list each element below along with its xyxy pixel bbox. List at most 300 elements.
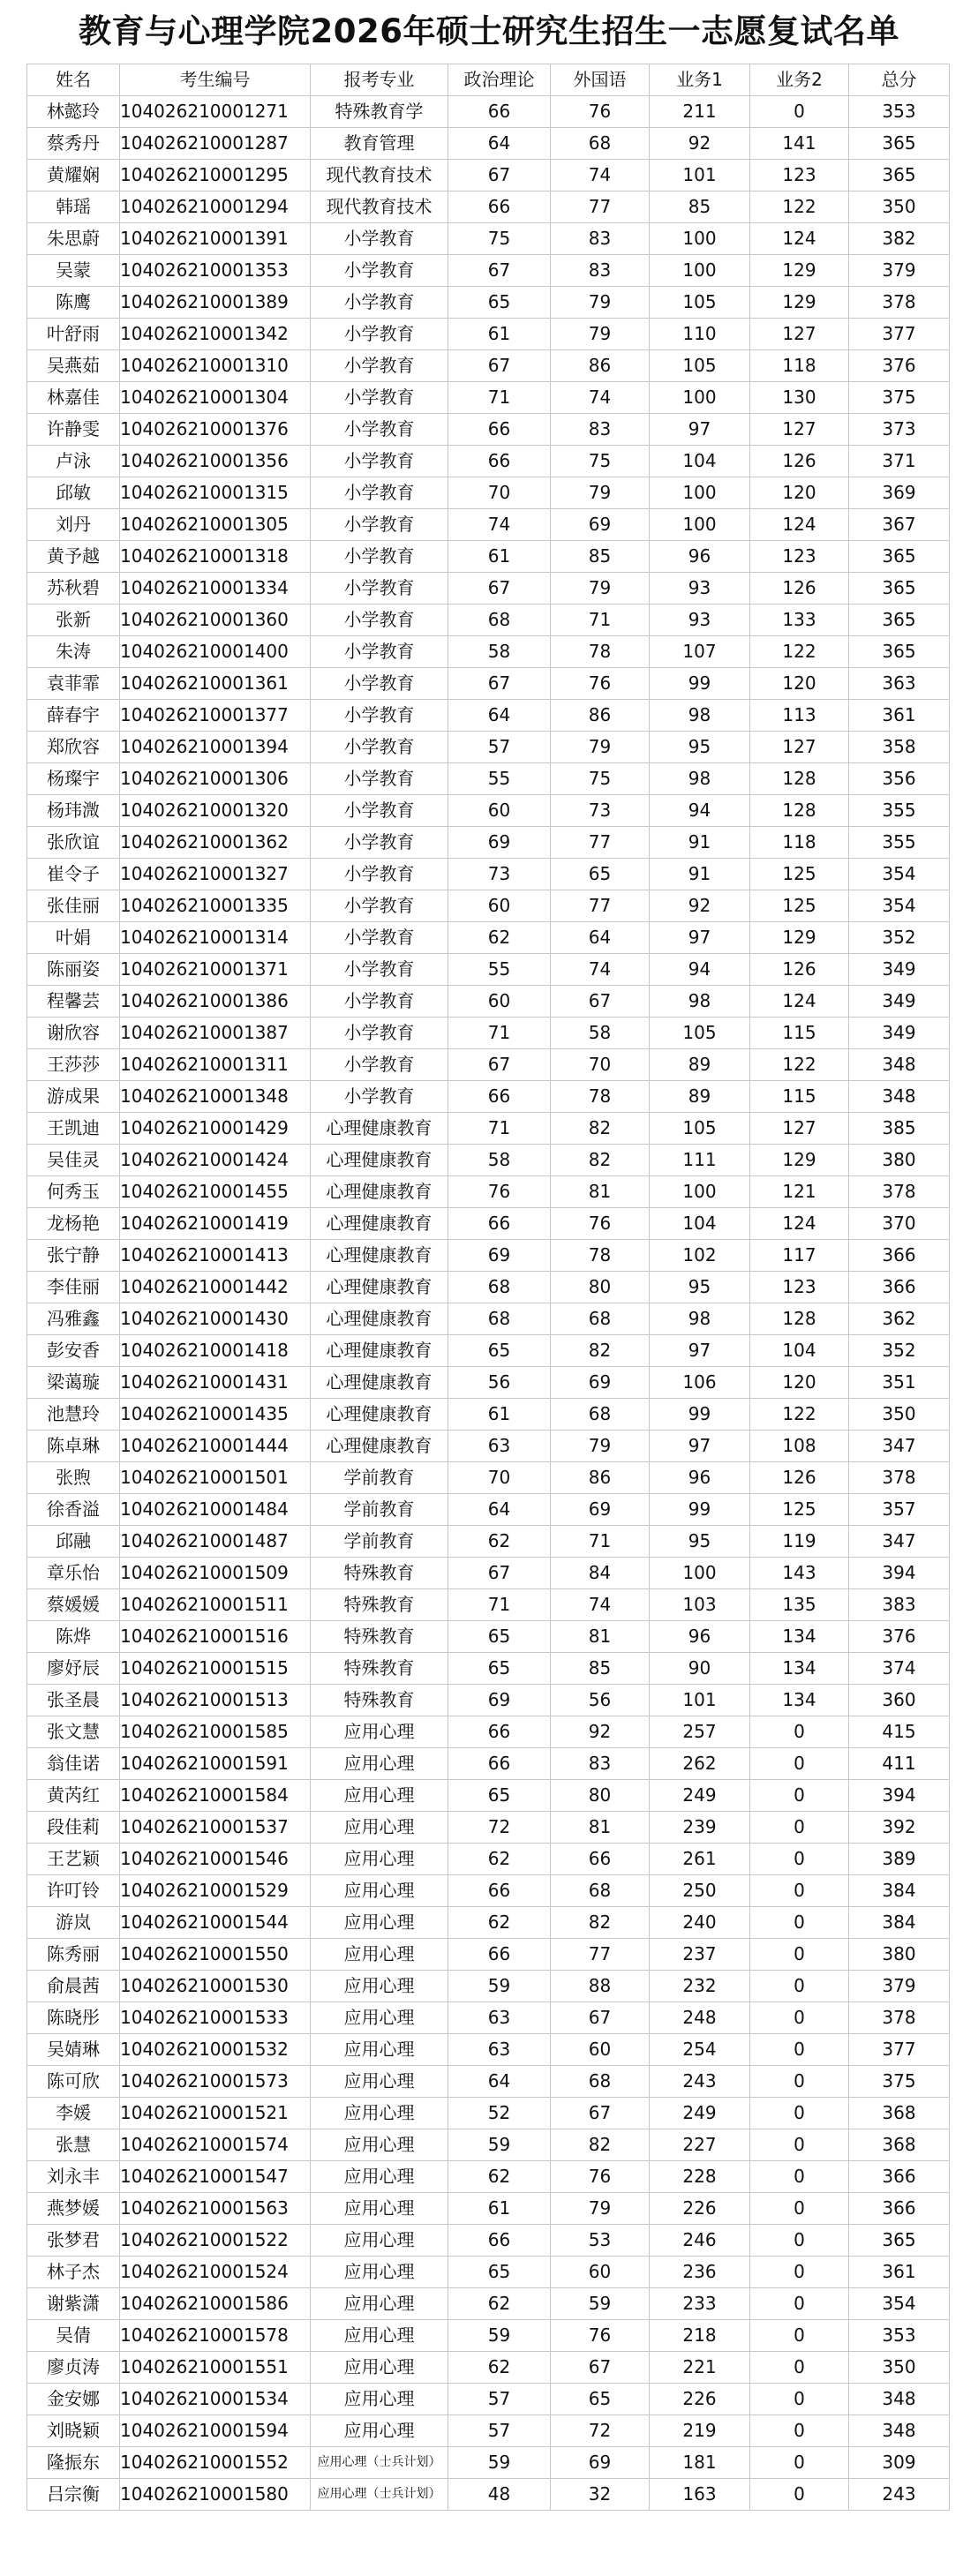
- table-row: [27, 1907, 950, 1939]
- subject-1-cell: 101: [650, 1685, 750, 1716]
- table-row: [27, 1812, 950, 1844]
- subject-1-cell: 239: [650, 1812, 750, 1844]
- table-row: [27, 1558, 950, 1589]
- name-cell: 吴燕茹: [27, 350, 120, 382]
- total-cell: 383: [849, 1589, 950, 1621]
- table-row: [27, 795, 950, 827]
- table-row: [27, 223, 950, 255]
- foreign-language-cell: 53: [551, 2225, 650, 2257]
- politics-cell: 58: [448, 1145, 551, 1176]
- name-cell: 杨璨宇: [27, 763, 120, 795]
- name-cell: 张佳丽: [27, 890, 120, 922]
- foreign-language-cell: 82: [551, 1335, 650, 1367]
- exam-id-cell: 104026210001580: [120, 2479, 311, 2511]
- name-cell: 卢泳: [27, 446, 120, 477]
- subject-2-cell: 0: [750, 1875, 849, 1907]
- total-cell: 243: [849, 2479, 950, 2511]
- politics-cell: 64: [448, 2066, 551, 2098]
- subject-1-cell: 226: [650, 2193, 750, 2225]
- foreign-language-cell: 69: [551, 2447, 650, 2479]
- table-row: [27, 1367, 950, 1399]
- foreign-language-cell: 78: [551, 636, 650, 668]
- name-cell: 叶娟: [27, 922, 120, 954]
- foreign-language-cell: 68: [551, 1303, 650, 1335]
- subject-1-cell: 228: [650, 2161, 750, 2193]
- name-cell: 吴蒙: [27, 255, 120, 287]
- name-cell: 谢紫潇: [27, 2288, 120, 2320]
- subject-2-cell: 141: [750, 128, 849, 160]
- total-cell: 347: [849, 1526, 950, 1558]
- foreign-language-cell: 67: [551, 986, 650, 1018]
- name-cell: 王艺颖: [27, 1844, 120, 1875]
- politics-cell: 67: [448, 573, 551, 605]
- table-row: [27, 1018, 950, 1049]
- total-cell: 360: [849, 1685, 950, 1716]
- page-title: 教育与心理学院2026年硕士研究生招生一志愿复试名单: [79, 12, 899, 50]
- subject-2-cell: 115: [750, 1018, 849, 1049]
- major-cell: 应用心理（士兵计划）: [311, 2447, 448, 2479]
- exam-id-cell: 104026210001537: [120, 1812, 311, 1844]
- name-cell: 燕梦媛: [27, 2193, 120, 2225]
- foreign-language-cell: 82: [551, 1113, 650, 1145]
- table-row: [27, 700, 950, 732]
- politics-cell: 66: [448, 414, 551, 446]
- subject-1-cell: 89: [650, 1081, 750, 1113]
- total-cell: 379: [849, 255, 950, 287]
- exam-id-cell: 104026210001563: [120, 2193, 311, 2225]
- exam-id-cell: 104026210001551: [120, 2352, 311, 2384]
- major-cell: 小学教育: [311, 319, 448, 350]
- exam-id-cell: 104026210001342: [120, 319, 311, 350]
- major-cell: 心理健康教育: [311, 1335, 448, 1367]
- politics-cell: 60: [448, 890, 551, 922]
- subject-2-cell: 134: [750, 1621, 849, 1653]
- name-cell: 吕宗衡: [27, 2479, 120, 2511]
- exam-id-cell: 104026210001348: [120, 1081, 311, 1113]
- total-cell: 375: [849, 382, 950, 414]
- subject-2-cell: 128: [750, 763, 849, 795]
- table-row: [27, 350, 950, 382]
- major-cell: 学前教育: [311, 1462, 448, 1494]
- subject-2-cell: 0: [750, 1716, 849, 1748]
- total-cell: 365: [849, 2225, 950, 2257]
- subject-2-cell: 128: [750, 1303, 849, 1335]
- subject-1-cell: 96: [650, 1462, 750, 1494]
- table-row: [27, 2161, 950, 2193]
- politics-cell: 69: [448, 1685, 551, 1716]
- table-row: [27, 2384, 950, 2415]
- politics-cell: 66: [448, 1875, 551, 1907]
- politics-cell: 67: [448, 1049, 551, 1081]
- subject-1-cell: 250: [650, 1875, 750, 1907]
- exam-id-cell: 104026210001400: [120, 636, 311, 668]
- name-cell: 蔡秀丹: [27, 128, 120, 160]
- header-exam-id: 考生编号: [120, 64, 311, 96]
- subject-1-cell: 103: [650, 1589, 750, 1621]
- total-cell: 377: [849, 319, 950, 350]
- table-row: [27, 2098, 950, 2129]
- politics-cell: 66: [448, 1748, 551, 1780]
- name-cell: 张欣谊: [27, 827, 120, 859]
- subject-1-cell: 243: [650, 2066, 750, 2098]
- foreign-language-cell: 60: [551, 2257, 650, 2288]
- subject-2-cell: 0: [750, 2066, 849, 2098]
- subject-2-cell: 0: [750, 1812, 849, 1844]
- subject-1-cell: 163: [650, 2479, 750, 2511]
- major-cell: 小学教育: [311, 827, 448, 859]
- total-cell: 357: [849, 1494, 950, 1526]
- major-cell: 教育管理: [311, 128, 448, 160]
- subject-1-cell: 104: [650, 446, 750, 477]
- major-cell: 小学教育: [311, 223, 448, 255]
- name-cell: 刘丹: [27, 509, 120, 541]
- exam-id-cell: 104026210001360: [120, 605, 311, 636]
- table-body: [27, 96, 950, 2511]
- major-cell: 心理健康教育: [311, 1113, 448, 1145]
- subject-2-cell: 124: [750, 223, 849, 255]
- politics-cell: 72: [448, 1812, 551, 1844]
- total-cell: 394: [849, 1558, 950, 1589]
- total-cell: 376: [849, 1621, 950, 1653]
- politics-cell: 66: [448, 2225, 551, 2257]
- politics-cell: 73: [448, 859, 551, 890]
- exam-id-cell: 104026210001377: [120, 700, 311, 732]
- subject-2-cell: 120: [750, 477, 849, 509]
- major-cell: 特殊教育: [311, 1653, 448, 1685]
- exam-id-cell: 104026210001487: [120, 1526, 311, 1558]
- foreign-language-cell: 65: [551, 859, 650, 890]
- foreign-language-cell: 79: [551, 1431, 650, 1462]
- subject-1-cell: 219: [650, 2415, 750, 2447]
- table-row: [27, 1494, 950, 1526]
- total-cell: 376: [849, 350, 950, 382]
- subject-1-cell: 232: [650, 1971, 750, 2002]
- total-cell: 384: [849, 1907, 950, 1939]
- exam-id-cell: 104026210001524: [120, 2257, 311, 2288]
- subject-1-cell: 85: [650, 192, 750, 223]
- table-row: [27, 1049, 950, 1081]
- subject-2-cell: 126: [750, 573, 849, 605]
- exam-id-cell: 104026210001594: [120, 2415, 311, 2447]
- name-cell: 薛春宇: [27, 700, 120, 732]
- major-cell: 小学教育: [311, 287, 448, 319]
- foreign-language-cell: 77: [551, 192, 650, 223]
- foreign-language-cell: 32: [551, 2479, 650, 2511]
- table-row: [27, 1748, 950, 1780]
- name-cell: 冯雅鑫: [27, 1303, 120, 1335]
- foreign-language-cell: 77: [551, 827, 650, 859]
- total-cell: 350: [849, 2352, 950, 2384]
- politics-cell: 66: [448, 1716, 551, 1748]
- politics-cell: 65: [448, 287, 551, 319]
- politics-cell: 65: [448, 1653, 551, 1685]
- subject-2-cell: 0: [750, 2415, 849, 2447]
- exam-id-cell: 104026210001371: [120, 954, 311, 986]
- foreign-language-cell: 66: [551, 1844, 650, 1875]
- major-cell: 小学教育: [311, 636, 448, 668]
- foreign-language-cell: 84: [551, 1558, 650, 1589]
- politics-cell: 56: [448, 1367, 551, 1399]
- major-cell: 应用心理: [311, 2320, 448, 2352]
- foreign-language-cell: 85: [551, 1653, 650, 1685]
- table-row: [27, 573, 950, 605]
- total-cell: 366: [849, 2161, 950, 2193]
- subject-2-cell: 118: [750, 350, 849, 382]
- subject-1-cell: 249: [650, 2098, 750, 2129]
- exam-id-cell: 104026210001574: [120, 2129, 311, 2161]
- exam-id-cell: 104026210001306: [120, 763, 311, 795]
- foreign-language-cell: 69: [551, 509, 650, 541]
- subject-2-cell: 0: [750, 2002, 849, 2034]
- name-cell: 许静雯: [27, 414, 120, 446]
- major-cell: 应用心理: [311, 1907, 448, 1939]
- subject-1-cell: 93: [650, 573, 750, 605]
- subject-2-cell: 126: [750, 446, 849, 477]
- name-cell: 林嘉佳: [27, 382, 120, 414]
- foreign-language-cell: 73: [551, 795, 650, 827]
- total-cell: 385: [849, 1113, 950, 1145]
- politics-cell: 55: [448, 954, 551, 986]
- subject-2-cell: 0: [750, 2225, 849, 2257]
- major-cell: 应用心理（士兵计划）: [311, 2479, 448, 2511]
- major-cell: 小学教育: [311, 573, 448, 605]
- subject-1-cell: 100: [650, 255, 750, 287]
- exam-id-cell: 104026210001413: [120, 1240, 311, 1272]
- politics-cell: 60: [448, 795, 551, 827]
- table-row: [27, 2415, 950, 2447]
- exam-id-cell: 104026210001311: [120, 1049, 311, 1081]
- politics-cell: 67: [448, 350, 551, 382]
- politics-cell: 64: [448, 1494, 551, 1526]
- total-cell: 348: [849, 2415, 950, 2447]
- name-cell: 陈鹰: [27, 287, 120, 319]
- politics-cell: 62: [448, 1844, 551, 1875]
- politics-cell: 71: [448, 1113, 551, 1145]
- foreign-language-cell: 83: [551, 1748, 650, 1780]
- total-cell: 389: [849, 1844, 950, 1875]
- exam-id-cell: 104026210001294: [120, 192, 311, 223]
- subject-1-cell: 95: [650, 732, 750, 763]
- subject-1-cell: 107: [650, 636, 750, 668]
- total-cell: 361: [849, 700, 950, 732]
- foreign-language-cell: 67: [551, 2002, 650, 2034]
- major-cell: 小学教育: [311, 350, 448, 382]
- name-cell: 陈可欣: [27, 2066, 120, 2098]
- name-cell: 金安娜: [27, 2384, 120, 2415]
- header-foreign-language: 外国语: [551, 64, 650, 96]
- exam-id-cell: 104026210001389: [120, 287, 311, 319]
- table-row: [27, 2447, 950, 2479]
- major-cell: 应用心理: [311, 2257, 448, 2288]
- foreign-language-cell: 74: [551, 954, 650, 986]
- subject-2-cell: 0: [750, 2352, 849, 2384]
- table-row: [27, 541, 950, 573]
- politics-cell: 66: [448, 1939, 551, 1971]
- foreign-language-cell: 65: [551, 2384, 650, 2415]
- foreign-language-cell: 88: [551, 1971, 650, 2002]
- subject-2-cell: 129: [750, 287, 849, 319]
- subject-2-cell: 0: [750, 2447, 849, 2479]
- subject-1-cell: 101: [650, 160, 750, 192]
- foreign-language-cell: 69: [551, 1367, 650, 1399]
- exam-id-cell: 104026210001318: [120, 541, 311, 573]
- politics-cell: 76: [448, 1176, 551, 1208]
- major-cell: 应用心理: [311, 1844, 448, 1875]
- name-cell: 隆振东: [27, 2447, 120, 2479]
- subject-2-cell: 134: [750, 1653, 849, 1685]
- name-cell: 池慧玲: [27, 1399, 120, 1431]
- major-cell: 小学教育: [311, 446, 448, 477]
- exam-id-cell: 104026210001391: [120, 223, 311, 255]
- subject-2-cell: 124: [750, 986, 849, 1018]
- subject-2-cell: 123: [750, 541, 849, 573]
- exam-id-cell: 104026210001386: [120, 986, 311, 1018]
- exam-id-cell: 104026210001429: [120, 1113, 311, 1145]
- exam-id-cell: 104026210001327: [120, 859, 311, 890]
- major-cell: 应用心理: [311, 1780, 448, 1812]
- total-cell: 365: [849, 128, 950, 160]
- total-cell: 368: [849, 2129, 950, 2161]
- politics-cell: 57: [448, 732, 551, 763]
- table-row: [27, 2352, 950, 2384]
- subject-1-cell: 237: [650, 1939, 750, 1971]
- major-cell: 小学教育: [311, 890, 448, 922]
- major-cell: 特殊教育: [311, 1589, 448, 1621]
- major-cell: 心理健康教育: [311, 1303, 448, 1335]
- name-cell: 黄芮红: [27, 1780, 120, 1812]
- table-row: [27, 192, 950, 223]
- header-total: 总分: [849, 64, 950, 96]
- name-cell: 谢欣容: [27, 1018, 120, 1049]
- politics-cell: 71: [448, 382, 551, 414]
- total-cell: 374: [849, 1653, 950, 1685]
- exam-id-cell: 104026210001501: [120, 1462, 311, 1494]
- table-row: [27, 1653, 950, 1685]
- subject-1-cell: 91: [650, 827, 750, 859]
- foreign-language-cell: 77: [551, 1939, 650, 1971]
- table-row: [27, 1399, 950, 1431]
- politics-cell: 66: [448, 1081, 551, 1113]
- exam-id-cell: 104026210001314: [120, 922, 311, 954]
- total-cell: 351: [849, 1367, 950, 1399]
- name-cell: 苏秋碧: [27, 573, 120, 605]
- name-cell: 陈烨: [27, 1621, 120, 1653]
- table-row: [27, 605, 950, 636]
- subject-1-cell: 99: [650, 1494, 750, 1526]
- table-row: [27, 1113, 950, 1145]
- subject-2-cell: 115: [750, 1081, 849, 1113]
- total-cell: 362: [849, 1303, 950, 1335]
- foreign-language-cell: 80: [551, 1780, 650, 1812]
- subject-1-cell: 254: [650, 2034, 750, 2066]
- exam-id-cell: 104026210001271: [120, 96, 311, 128]
- politics-cell: 68: [448, 1303, 551, 1335]
- total-cell: 380: [849, 1145, 950, 1176]
- subject-1-cell: 105: [650, 350, 750, 382]
- politics-cell: 61: [448, 2193, 551, 2225]
- major-cell: 应用心理: [311, 2384, 448, 2415]
- foreign-language-cell: 74: [551, 382, 650, 414]
- subject-1-cell: 93: [650, 605, 750, 636]
- subject-1-cell: 218: [650, 2320, 750, 2352]
- table-row: [27, 255, 950, 287]
- subject-2-cell: 0: [750, 2288, 849, 2320]
- name-cell: 吴婧琳: [27, 2034, 120, 2066]
- exam-id-cell: 104026210001455: [120, 1176, 311, 1208]
- subject-1-cell: 94: [650, 795, 750, 827]
- subject-1-cell: 100: [650, 1176, 750, 1208]
- foreign-language-cell: 79: [551, 573, 650, 605]
- total-cell: 356: [849, 763, 950, 795]
- total-cell: 350: [849, 192, 950, 223]
- name-cell: 张煦: [27, 1462, 120, 1494]
- table-row: [27, 1621, 950, 1653]
- total-cell: 352: [849, 1335, 950, 1367]
- name-cell: 王凯迪: [27, 1113, 120, 1145]
- subject-1-cell: 106: [650, 1367, 750, 1399]
- total-cell: 352: [849, 922, 950, 954]
- subject-2-cell: 126: [750, 954, 849, 986]
- subject-2-cell: 124: [750, 1208, 849, 1240]
- subject-2-cell: 0: [750, 1780, 849, 1812]
- foreign-language-cell: 72: [551, 2415, 650, 2447]
- name-cell: 俞晨茜: [27, 1971, 120, 2002]
- subject-1-cell: 257: [650, 1716, 750, 1748]
- exam-id-cell: 104026210001584: [120, 1780, 311, 1812]
- subject-2-cell: 113: [750, 700, 849, 732]
- table-row: [27, 477, 950, 509]
- total-cell: 365: [849, 605, 950, 636]
- subject-1-cell: 99: [650, 668, 750, 700]
- subject-1-cell: 105: [650, 1113, 750, 1145]
- subject-1-cell: 94: [650, 954, 750, 986]
- major-cell: 应用心理: [311, 2225, 448, 2257]
- foreign-language-cell: 86: [551, 1462, 650, 1494]
- name-cell: 崔令子: [27, 859, 120, 890]
- major-cell: 特殊教育: [311, 1558, 448, 1589]
- name-cell: 张新: [27, 605, 120, 636]
- name-cell: 郑欣容: [27, 732, 120, 763]
- table-row: [27, 319, 950, 350]
- foreign-language-cell: 58: [551, 1018, 650, 1049]
- table-row: [27, 922, 950, 954]
- foreign-language-cell: 74: [551, 1589, 650, 1621]
- subject-1-cell: 233: [650, 2288, 750, 2320]
- total-cell: 371: [849, 446, 950, 477]
- total-cell: 365: [849, 636, 950, 668]
- politics-cell: 61: [448, 319, 551, 350]
- politics-cell: 66: [448, 1208, 551, 1240]
- major-cell: 现代教育技术: [311, 192, 448, 223]
- name-cell: 廖妤辰: [27, 1653, 120, 1685]
- table-row: [27, 1844, 950, 1875]
- foreign-language-cell: 79: [551, 319, 650, 350]
- table-row: [27, 636, 950, 668]
- table-row: [27, 1939, 950, 1971]
- foreign-language-cell: 86: [551, 350, 650, 382]
- table-row: [27, 160, 950, 192]
- subject-2-cell: 104: [750, 1335, 849, 1367]
- politics-cell: 48: [448, 2479, 551, 2511]
- major-cell: 小学教育: [311, 986, 448, 1018]
- total-cell: 349: [849, 1018, 950, 1049]
- total-cell: 358: [849, 732, 950, 763]
- major-cell: 小学教育: [311, 541, 448, 573]
- subject-2-cell: 118: [750, 827, 849, 859]
- subject-1-cell: 240: [650, 1907, 750, 1939]
- foreign-language-cell: 79: [551, 2193, 650, 2225]
- major-cell: 小学教育: [311, 922, 448, 954]
